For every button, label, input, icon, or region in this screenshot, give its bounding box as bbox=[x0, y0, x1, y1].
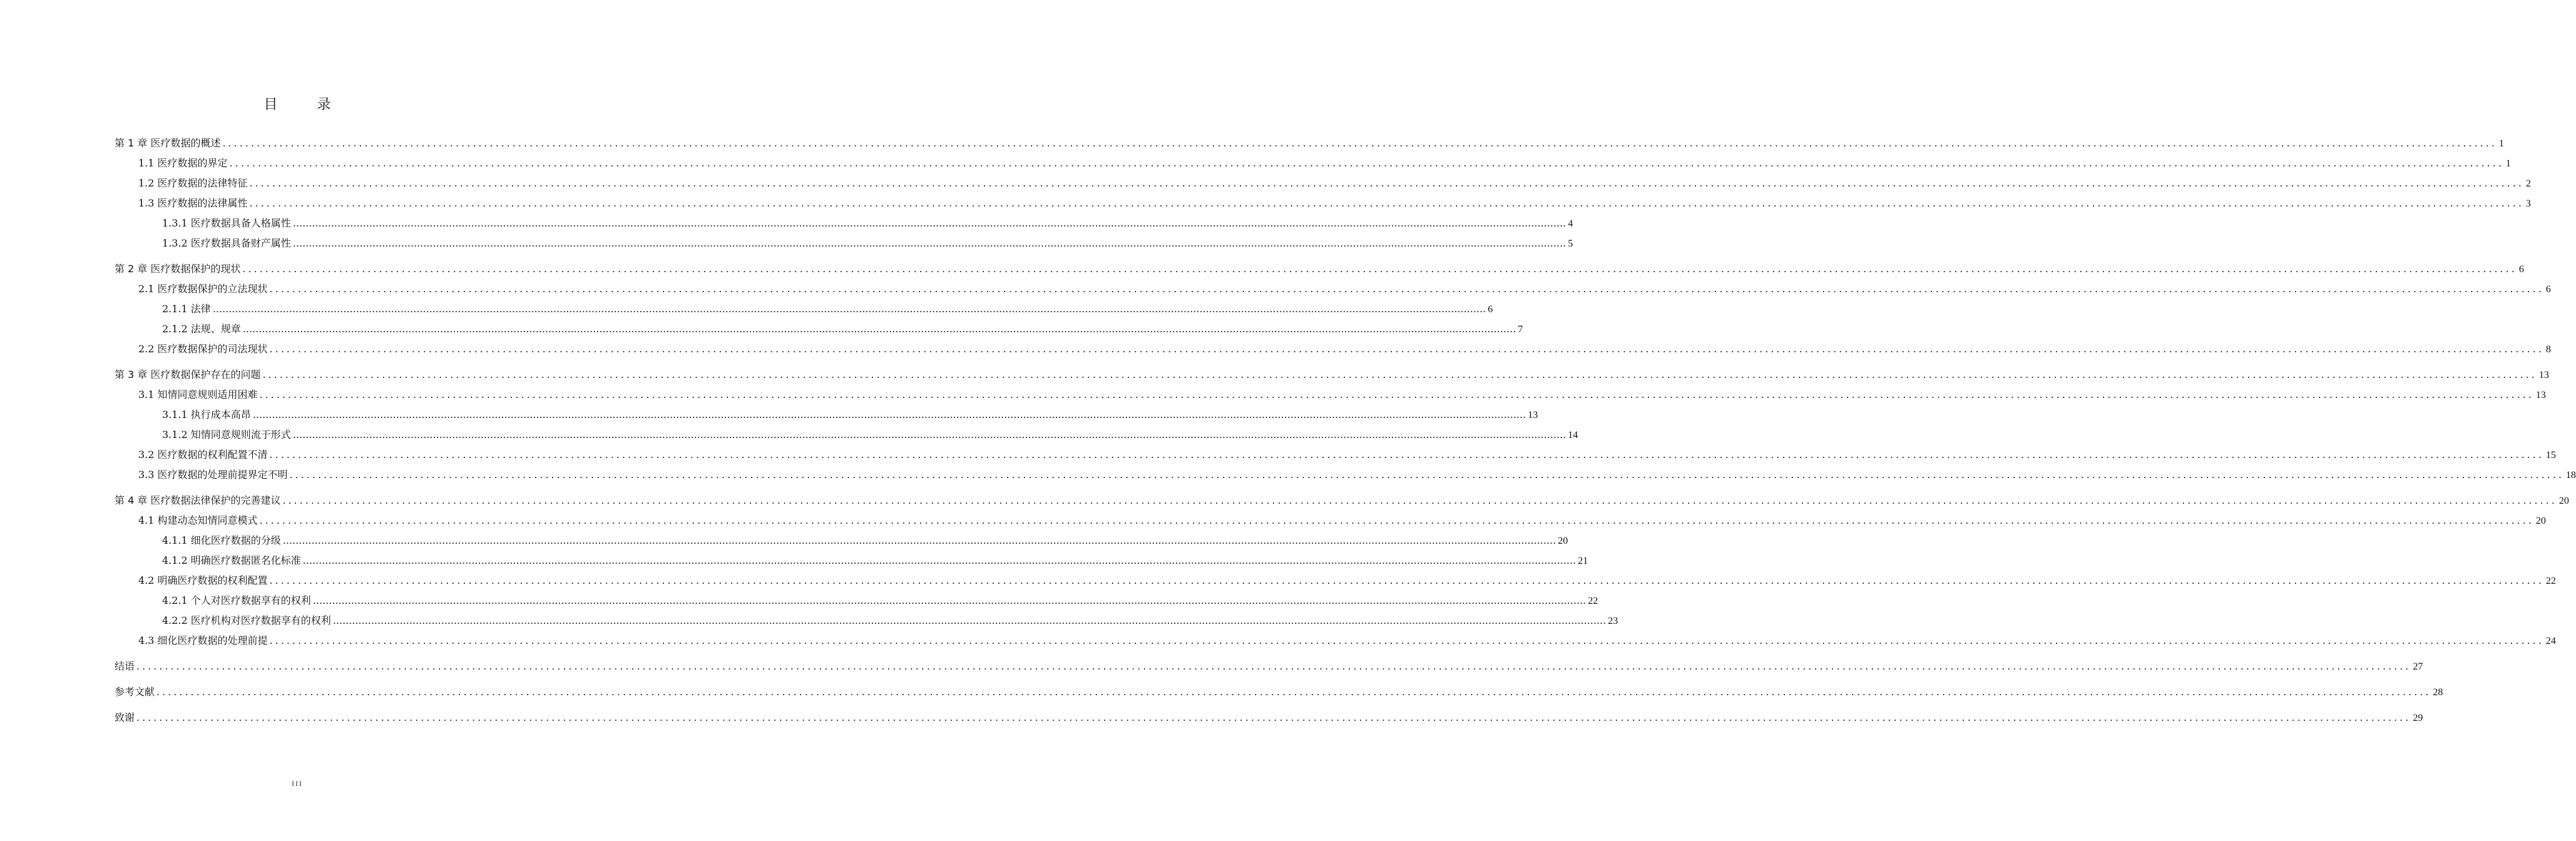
toc-leader-dots: ................................................................................................................................................................................................................................................................................................................................................................................................................ bbox=[312, 594, 1587, 606]
toc-entry-title: 第 3 章 医疗数据保护存在的问题 bbox=[115, 369, 261, 380]
toc-entry[interactable] bbox=[115, 259, 2524, 279]
toc-leader-dots: ................................................................................................................................................................................................................................................................................................................................................................................................................ bbox=[289, 469, 2564, 481]
toc-entry-title: 2.1 医疗数据保护的立法现状 bbox=[138, 283, 268, 295]
toc-entry-title: 3.1.1 执行成本高昂 bbox=[162, 409, 251, 421]
toc-entry-page: 21 bbox=[1578, 556, 1588, 566]
table-of-contents bbox=[115, 133, 2576, 728]
toc-entry[interactable] bbox=[115, 153, 2511, 173]
toc-leader-dots: ................................................................................................................................................................................................................................................................................................................................................................................................................ bbox=[222, 137, 2497, 149]
toc-entry[interactable] bbox=[115, 511, 2546, 531]
toc-entry-title: 第 2 章 医疗数据保护的现状 bbox=[115, 263, 241, 275]
toc-entry-page: 29 bbox=[2413, 713, 2423, 723]
toc-entry-title: 1.1 医疗数据的界定 bbox=[138, 157, 228, 169]
toc-entry[interactable] bbox=[115, 611, 1618, 631]
toc-entry-page: 8 bbox=[2545, 344, 2551, 355]
toc-entry-title: 4.1.2 明确医疗数据匿名化标准 bbox=[162, 554, 301, 566]
toc-entry-title: 2.2 医疗数据保护的司法现状 bbox=[138, 343, 268, 355]
toc-entry-title: 2.1.1 法律 bbox=[162, 303, 211, 315]
toc-entry-page: 6 bbox=[2545, 284, 2551, 295]
toc-entry-title: 1.3.1 医疗数据具备人格属性 bbox=[162, 217, 291, 229]
toc-entry[interactable] bbox=[115, 531, 1568, 551]
toc-entry-page: 3 bbox=[2525, 198, 2531, 209]
toc-entry-page: 14 bbox=[1568, 430, 1578, 441]
toc-entry-page: 13 bbox=[2538, 370, 2549, 380]
toc-entry-page: 1 bbox=[2498, 138, 2504, 149]
toc-entry[interactable] bbox=[115, 365, 2549, 385]
toc-entry-title: 1.3.2 医疗数据具备财产属性 bbox=[162, 237, 291, 249]
toc-entry[interactable] bbox=[115, 465, 2576, 485]
toc-entry-page: 1 bbox=[2505, 158, 2511, 169]
toc-entry-page: 4 bbox=[1568, 218, 1573, 229]
toc-entry-title: 4.2 明确医疗数据的权利配置 bbox=[138, 574, 268, 586]
toc-entry[interactable] bbox=[115, 405, 1538, 425]
toc-title: 目 录 bbox=[263, 97, 349, 113]
toc-entry-title: 4.1 构建动态知情同意模式 bbox=[138, 514, 258, 526]
toc-leader-dots: ................................................................................................................................................................................................................................................................................................................................................................................................................ bbox=[262, 369, 2537, 380]
toc-leader-dots: ................................................................................................................................................................................................................................................................................................................................................................................................................ bbox=[332, 614, 1607, 626]
toc-leader-dots: ................................................................................................................................................................................................................................................................................................................................................................................................................ bbox=[136, 660, 2411, 672]
toc-entry-title: 4.2.2 医疗机构对医疗数据享有的权利 bbox=[162, 614, 331, 626]
toc-leader-dots: ................................................................................................................................................................................................................................................................................................................................................................................................................ bbox=[269, 449, 2544, 461]
toc-leader-dots: ................................................................................................................................................................................................................................................................................................................................................................................................................ bbox=[259, 389, 2534, 400]
toc-leader-dots: ................................................................................................................................................................................................................................................................................................................................................................................................................ bbox=[259, 514, 2534, 526]
toc-entry-page: 18 bbox=[2565, 470, 2576, 481]
toc-entry-page: 23 bbox=[1608, 616, 1618, 626]
toc-entry-title: 第 1 章 医疗数据的概述 bbox=[115, 137, 221, 149]
toc-leader-dots: ................................................................................................................................................................................................................................................................................................................................................................................................................ bbox=[249, 197, 2524, 209]
toc-entry[interactable] bbox=[115, 213, 1573, 233]
toc-leader-dots: ................................................................................................................................................................................................................................................................................................................................................................................................................ bbox=[269, 283, 2544, 295]
toc-entry-page: 22 bbox=[2545, 576, 2556, 586]
toc-leader-dots: ................................................................................................................................................................................................................................................................................................................................................................................................................ bbox=[229, 157, 2504, 169]
toc-entry-title: 2.1.2 法规、规章 bbox=[162, 323, 241, 335]
page-number: III bbox=[292, 779, 303, 788]
toc-entry-page: 7 bbox=[1518, 324, 1523, 335]
toc-leader-dots: ................................................................................................................................................................................................................................................................................................................................................................................................................ bbox=[269, 574, 2544, 586]
toc-entry[interactable] bbox=[115, 173, 2531, 193]
toc-leader-dots: ................................................................................................................................................................................................................................................................................................................................................................................................................ bbox=[302, 554, 1577, 566]
toc-entry-title: 3.3 医疗数据的处理前提界定不明 bbox=[138, 469, 288, 481]
toc-entry[interactable] bbox=[115, 491, 2569, 511]
toc-entry-page: 6 bbox=[1488, 304, 1493, 315]
toc-entry-page: 13 bbox=[2535, 390, 2546, 400]
toc-entry[interactable] bbox=[115, 591, 1598, 611]
toc-entry[interactable] bbox=[115, 445, 2556, 465]
toc-leader-dots: ................................................................................................................................................................................................................................................................................................................................................................................................................ bbox=[282, 494, 2557, 506]
toc-leader-dots: ................................................................................................................................................................................................................................................................................................................................................................................................................ bbox=[269, 635, 2544, 646]
toc-entry[interactable] bbox=[115, 319, 1523, 339]
toc-entry-page: 27 bbox=[2413, 661, 2423, 672]
toc-entry-page: 6 bbox=[2518, 264, 2524, 275]
toc-entry[interactable] bbox=[115, 708, 2423, 728]
toc-entry-page: 20 bbox=[2535, 516, 2546, 526]
toc-entry[interactable] bbox=[115, 385, 2546, 405]
toc-leader-dots: ................................................................................................................................................................................................................................................................................................................................................................................................................ bbox=[252, 409, 1526, 421]
toc-entry-title: 3.1 知情同意规则适用困难 bbox=[138, 389, 258, 400]
toc-leader-dots: ................................................................................................................................................................................................................................................................................................................................................................................................................ bbox=[136, 711, 2411, 723]
toc-entry-title: 1.3 医疗数据的法律属性 bbox=[138, 197, 248, 209]
toc-leader-dots: ................................................................................................................................................................................................................................................................................................................................................................................................................ bbox=[282, 534, 1556, 546]
toc-entry-page: 24 bbox=[2545, 636, 2556, 646]
toc-leader-dots: ................................................................................................................................................................................................................................................................................................................................................................................................................ bbox=[269, 343, 2544, 355]
toc-entry-title: 结语 bbox=[115, 660, 135, 672]
toc-leader-dots: ................................................................................................................................................................................................................................................................................................................................................................................................................ bbox=[242, 263, 2517, 275]
toc-entry[interactable] bbox=[115, 279, 2551, 299]
toc-entry[interactable] bbox=[115, 682, 2443, 702]
toc-entry-page: 2 bbox=[2525, 178, 2531, 189]
toc-entry-page: 22 bbox=[1588, 596, 1598, 606]
toc-entry-page: 28 bbox=[2433, 687, 2443, 698]
toc-entry-title: 致谢 bbox=[115, 711, 135, 723]
toc-leader-dots: ................................................................................................................................................................................................................................................................................................................................................................................................................ bbox=[156, 686, 2431, 698]
toc-entry[interactable] bbox=[115, 551, 1588, 571]
toc-entry-title: 4.3 细化医疗数据的处理前提 bbox=[138, 635, 268, 646]
toc-entry-page: 20 bbox=[2558, 496, 2569, 506]
toc-entry-page: 13 bbox=[1528, 410, 1538, 421]
toc-entry-title: 1.2 医疗数据的法律特征 bbox=[138, 177, 248, 189]
toc-entry[interactable] bbox=[115, 133, 2504, 153]
toc-entry-page: 20 bbox=[1558, 536, 1568, 546]
toc-entry-title: 3.1.2 知情同意规则流于形式 bbox=[162, 429, 291, 441]
toc-leader-dots: ................................................................................................................................................................................................................................................................................................................................................................................................................ bbox=[292, 429, 1567, 441]
toc-entry[interactable] bbox=[115, 233, 1573, 253]
toc-entry[interactable] bbox=[115, 571, 2556, 591]
toc-entry[interactable] bbox=[115, 299, 1493, 319]
toc-entry-title: 第 4 章 医疗数据法律保护的完善建议 bbox=[115, 494, 281, 506]
toc-entry-title: 4.1.1 细化医疗数据的分级 bbox=[162, 534, 281, 546]
toc-entry-page: 15 bbox=[2545, 450, 2556, 461]
toc-leader-dots: ................................................................................................................................................................................................................................................................................................................................................................................................................ bbox=[212, 303, 1486, 315]
toc-entry[interactable] bbox=[115, 425, 1578, 445]
toc-entry-title: 参考文献 bbox=[115, 686, 155, 698]
toc-entry[interactable] bbox=[115, 631, 2556, 651]
toc-leader-dots: ................................................................................................................................................................................................................................................................................................................................................................................................................ bbox=[249, 177, 2524, 189]
toc-entry-page: 5 bbox=[1568, 238, 1573, 249]
toc-entry-title: 3.2 医疗数据的权利配置不清 bbox=[138, 449, 268, 461]
toc-leader-dots: ................................................................................................................................................................................................................................................................................................................................................................................................................ bbox=[292, 237, 1567, 249]
toc-entry[interactable] bbox=[115, 339, 2551, 359]
toc-entry-title: 4.2.1 个人对医疗数据享有的权利 bbox=[162, 594, 311, 606]
toc-leader-dots: ................................................................................................................................................................................................................................................................................................................................................................................................................ bbox=[292, 217, 1567, 229]
toc-entry[interactable] bbox=[115, 656, 2423, 676]
toc-entry[interactable] bbox=[115, 193, 2531, 213]
toc-leader-dots: ................................................................................................................................................................................................................................................................................................................................................................................................................ bbox=[242, 323, 1516, 335]
